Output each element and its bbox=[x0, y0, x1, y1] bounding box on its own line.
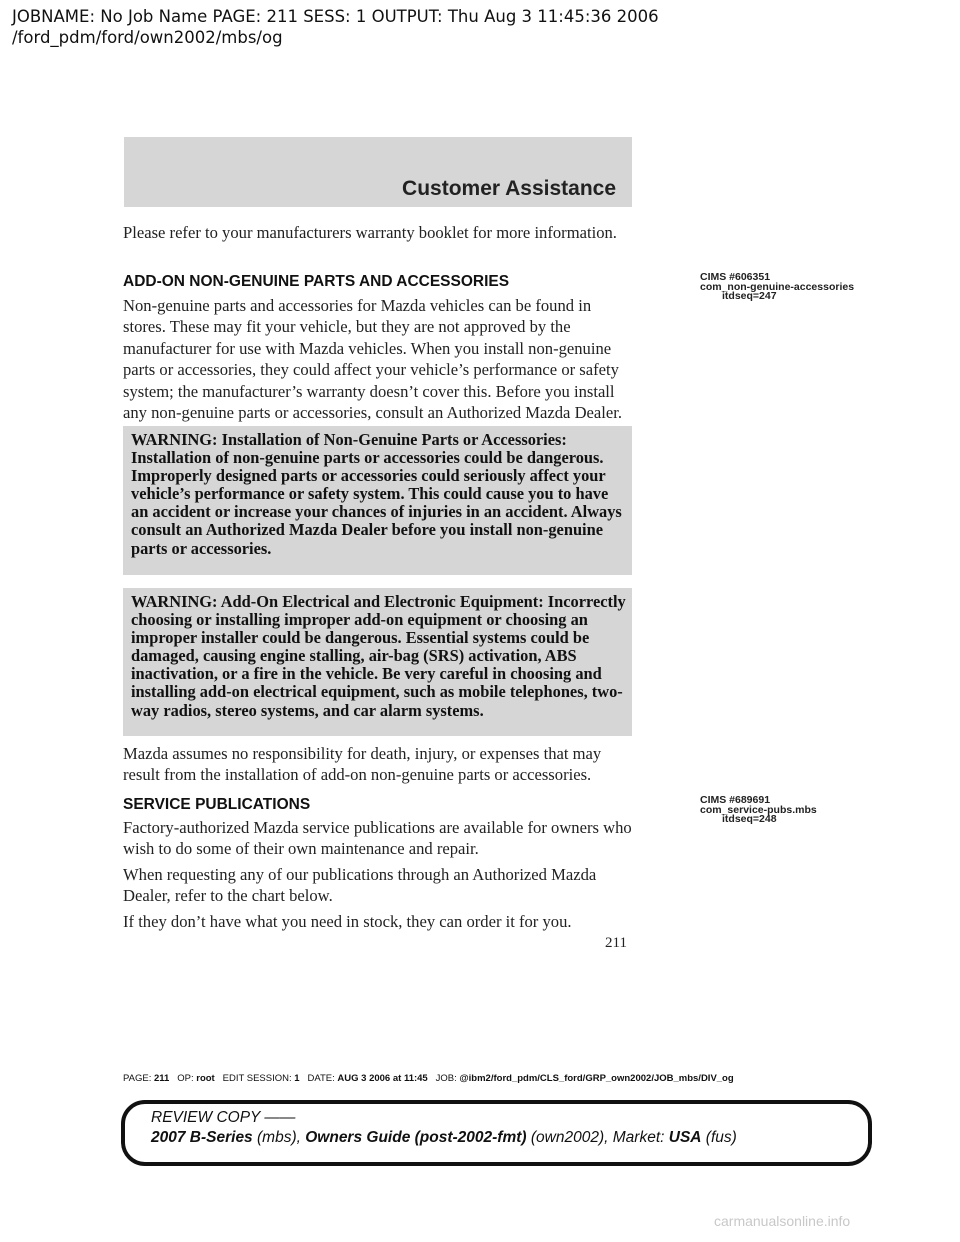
service-publications-body bbox=[123, 817, 638, 932]
non-genuine-parts-body bbox=[123, 295, 638, 423]
footer-session-label: EDIT SESSION: bbox=[222, 1073, 292, 1084]
cims-ref: com_service-pubs.mbs bbox=[700, 803, 817, 816]
review-copy-label: REVIEW COPY —— bbox=[151, 1109, 296, 1126]
warning-box-electrical bbox=[123, 588, 632, 736]
job-header-line1: JOBNAME: No Job Name PAGE: 211 SESS: 1 OUTPUT: Thu Aug 3 11:45:36 2006 bbox=[12, 7, 659, 26]
footer-page-value: 211 bbox=[153, 1073, 170, 1084]
footer-date-label: DATE: bbox=[307, 1073, 335, 1084]
footer-op-value: root bbox=[196, 1073, 215, 1084]
warning-text-non-genuine: WARNING: Installation of Non-Genuine Parts or Accessories: Installation of non-genuine parts or accessories could be dangerous. Improperly designed parts or accessories could seriously affect your vehicle’s performance or safety system. This could cause you to have an accident or increase your chances of injuries in an accident. Always consult an Authorized Mazda Dealer before you install non-genuine parts or accessories. bbox=[131, 430, 622, 558]
cims-id: CIMS #606351 bbox=[700, 271, 771, 283]
review-guide-code: (own2002) bbox=[530, 1129, 605, 1146]
service-pubs-para-1: Factory-authorized Mazda service publications are available for owners who wish to do some of their own maintenance and repair. bbox=[123, 818, 632, 859]
cims-id: CIMS #689691 bbox=[700, 794, 771, 806]
review-model: 2007 B-Series bbox=[151, 1129, 253, 1146]
review-model-code: (mbs) bbox=[257, 1129, 297, 1146]
review-sep-2: , Market: bbox=[604, 1129, 669, 1146]
job-header bbox=[12, 6, 659, 48]
cims-ref: com_non-genuine-accessories bbox=[700, 280, 855, 293]
footer-date-value: AUG 3 2006 at 11:45 bbox=[337, 1073, 428, 1084]
service-pubs-para-3: If they don’t have what you need in stock, they can order it for you. bbox=[123, 911, 572, 931]
service-pubs-para-2: When requesting any of our publications through an Authorized Mazda Dealer, refer to the chart below. bbox=[123, 864, 597, 906]
heading-service-publications: SERVICE PUBLICATIONS bbox=[123, 796, 311, 813]
review-copy-details bbox=[151, 1128, 868, 1148]
cims-seq: itdseq=248 bbox=[722, 813, 777, 825]
page-number: 211 bbox=[605, 935, 627, 951]
review-market-code: (fus) bbox=[705, 1129, 737, 1146]
heading-non-genuine-parts: ADD-ON NON-GENUINE PARTS AND ACCESSORIES bbox=[123, 273, 510, 290]
footer-op-label: OP: bbox=[177, 1073, 194, 1084]
warning-text-electrical: WARNING: Add-On Electrical and Electronic Equipment: Incorrectly choosing or installing improper add-on equipment or choosing an improper installer could be dangerous. Essential systems could be damaged, causing engine stalling, air-bag (SRS) activation, ABS inactivation, or a fire in the vehicle. Be very careful in choosing and installing add-on electrical equipment, such as mobile telephones, two-way radios, stereo systems, and car alarm systems. bbox=[131, 592, 626, 720]
footer-job-value: @ibm2/ford_pdm/CLS_ford/GRP_own2002/JOB_mbs/DIV_og bbox=[459, 1073, 734, 1084]
cims-note-service-pubs bbox=[700, 796, 817, 825]
review-guide: Owners Guide (post-2002-fmt) bbox=[305, 1129, 527, 1146]
review-sep-1: , bbox=[296, 1129, 306, 1146]
liability-text: Mazda assumes no responsibility for death, injury, or expenses that may result from the installation of add-on non-genuine parts or accessories. bbox=[123, 744, 602, 785]
section-header-bar bbox=[124, 137, 632, 207]
footer-job-label: JOB: bbox=[435, 1073, 457, 1084]
review-copy-box bbox=[121, 1100, 872, 1166]
watermark: carmanualsonline.info bbox=[714, 1213, 851, 1229]
cims-note-non-genuine bbox=[700, 273, 854, 302]
cims-seq: itdseq=247 bbox=[722, 290, 777, 302]
footer-page-label: PAGE: bbox=[123, 1073, 152, 1084]
intro-paragraph bbox=[123, 222, 638, 243]
warning-box-non-genuine bbox=[123, 426, 632, 575]
review-market: USA bbox=[668, 1129, 702, 1146]
footer-session-value: 1 bbox=[294, 1073, 300, 1084]
liability-paragraph bbox=[123, 743, 638, 786]
non-genuine-parts-text: Non-genuine parts and accessories for Mazda vehicles can be found in stores. These may fit your vehicle, but they are not approved by the manufacturer for use with Mazda vehicles. When you install non-genuine parts or accessories, they could affect your vehicle’s performance or safety system; the manufacturer’s warranty doesn’t cover this. Before you install any non-genuine parts or accessories, consult an Authorized Mazda Dealer. bbox=[123, 296, 623, 423]
job-header-line2: /ford_pdm/ford/own2002/mbs/og bbox=[12, 28, 283, 47]
job-footer bbox=[123, 1073, 734, 1084]
intro-text: Please refer to your manufacturers warranty booklet for more information. bbox=[123, 223, 617, 242]
section-title: Customer Assistance bbox=[402, 177, 616, 200]
